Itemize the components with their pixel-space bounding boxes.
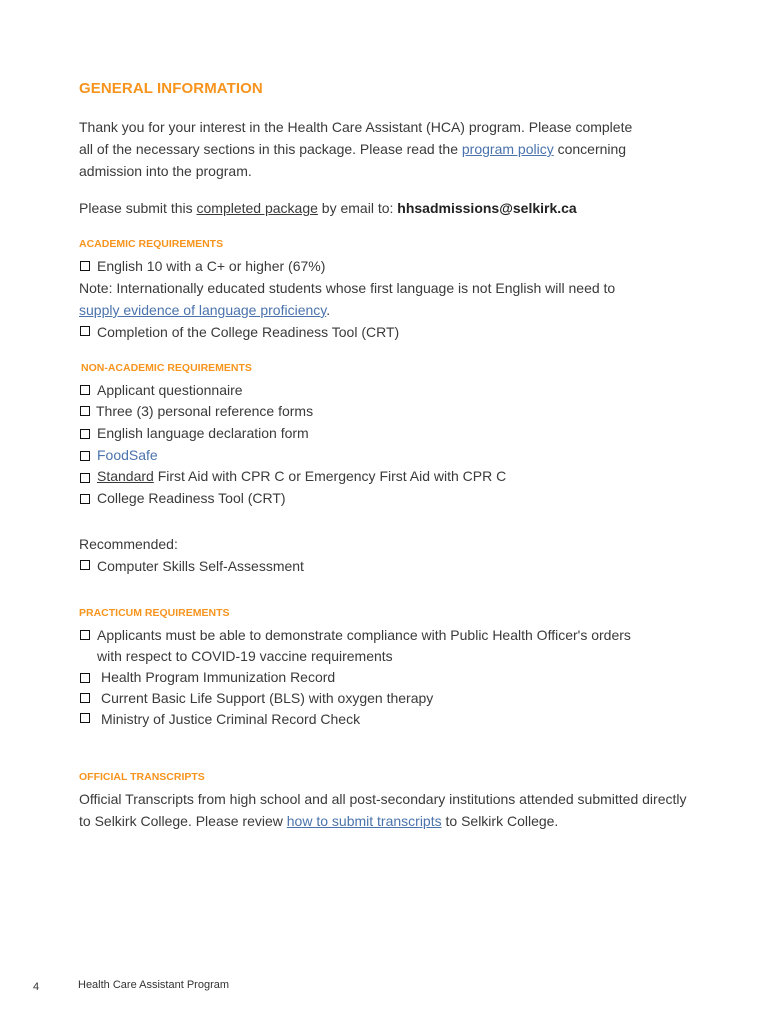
submit-line	[79, 199, 577, 217]
recommended-label: Recommended:	[79, 536, 178, 552]
page-number: 4	[33, 981, 40, 993]
non-academic-item-first-aid	[97, 467, 506, 485]
checkbox-crt[interactable]	[80, 494, 90, 504]
footer-title: Health Care Assistant Program	[78, 979, 230, 991]
practicum-item-bls: Current Basic Life Support (BLS) with oxygen therapy	[101, 690, 434, 706]
academic-item-english-10: English 10 with a C+ or higher (67%)	[97, 258, 326, 274]
submit-transcripts-link[interactable]: how to submit transcripts	[286, 813, 442, 829]
checkbox-applicant-questionnaire[interactable]	[80, 385, 90, 395]
section-heading-general: GENERAL INFORMATION	[79, 80, 263, 97]
intro-text: all of the necessary sections in this package. Please read the	[79, 141, 462, 157]
non-academic-item-crt: College Readiness Tool (CRT)	[97, 490, 286, 506]
checkbox-reference-forms[interactable]	[80, 406, 90, 416]
first-aid-text: First Aid with CPR C or Emergency First Aid with CPR C	[157, 468, 507, 484]
checkbox-english-10[interactable]	[80, 261, 90, 271]
non-academic-item-questionnaire: Applicant questionnaire	[97, 382, 243, 398]
academic-note-line-2	[79, 301, 330, 319]
checkbox-foodsafe[interactable]	[80, 451, 90, 461]
section-heading-practicum: PRACTICUM REQUIREMENTS	[79, 607, 230, 619]
checkbox-computer-skills[interactable]	[80, 560, 90, 570]
standard-first-aid-link[interactable]: Standard	[97, 468, 154, 484]
checkbox-first-aid[interactable]	[80, 473, 90, 483]
checkbox-criminal-record[interactable]	[80, 713, 90, 723]
intro-line-3: admission into the program.	[79, 163, 252, 179]
transcripts-text: to Selkirk College.	[441, 813, 559, 829]
practicum-item-immunization: Health Program Immunization Record	[101, 669, 336, 685]
practicum-item-criminal-record: Ministry of Justice Criminal Record Check	[101, 711, 361, 727]
intro-line-2	[79, 140, 626, 158]
transcripts-text: to Selkirk College. Please review	[79, 813, 287, 829]
checkbox-language-declaration[interactable]	[80, 429, 90, 439]
admissions-email[interactable]: hhsadmissions@selkirk.ca	[397, 200, 577, 216]
note-period: .	[326, 302, 331, 318]
checkbox-immunization-record[interactable]	[80, 673, 90, 683]
intro-line-1: Thank you for your interest in the Health Care Assistant (HCA) program. Please complete	[79, 119, 633, 135]
section-heading-academic: ACADEMIC REQUIREMENTS	[79, 238, 224, 250]
practicum-item-compliance-line-1: Applicants must be able to demonstrate compliance with Public Health Officer's orders	[97, 627, 631, 643]
non-academic-item-language-declaration: English language declaration form	[97, 425, 309, 441]
intro-text: concerning	[553, 141, 627, 157]
language-proficiency-link[interactable]: supply evidence of language proficiency	[79, 302, 327, 318]
section-heading-non-academic: NON-ACADEMIC REQUIREMENTS	[81, 362, 252, 374]
program-policy-link[interactable]: program policy	[461, 141, 554, 157]
non-academic-item-references: Three (3) personal reference forms	[96, 403, 314, 419]
practicum-item-compliance-line-2: with respect to COVID-19 vaccine requirements	[97, 648, 393, 664]
checkbox-bls[interactable]	[80, 693, 90, 703]
section-heading-transcripts: OFFICIAL TRANSCRIPTS	[79, 771, 205, 783]
submit-text: by email to:	[317, 200, 398, 216]
checkbox-crt-completion[interactable]	[80, 326, 90, 336]
submit-text: Please submit this	[79, 200, 197, 216]
academic-item-crt: Completion of the College Readiness Tool (CRT)	[97, 324, 400, 340]
checkbox-public-health-orders[interactable]	[80, 630, 90, 640]
foodsafe-link[interactable]: FoodSafe	[97, 447, 158, 463]
academic-note-line-1: Note: Internationally educated students whose first language is not English will need to	[79, 280, 616, 296]
completed-package-link[interactable]: completed package	[196, 200, 318, 216]
transcripts-line-2	[79, 812, 558, 830]
transcripts-line-1: Official Transcripts from high school and all post-secondary institutions attended submitted directly	[79, 791, 687, 807]
recommended-item-computer-skills: Computer Skills Self-Assessment	[97, 558, 304, 574]
